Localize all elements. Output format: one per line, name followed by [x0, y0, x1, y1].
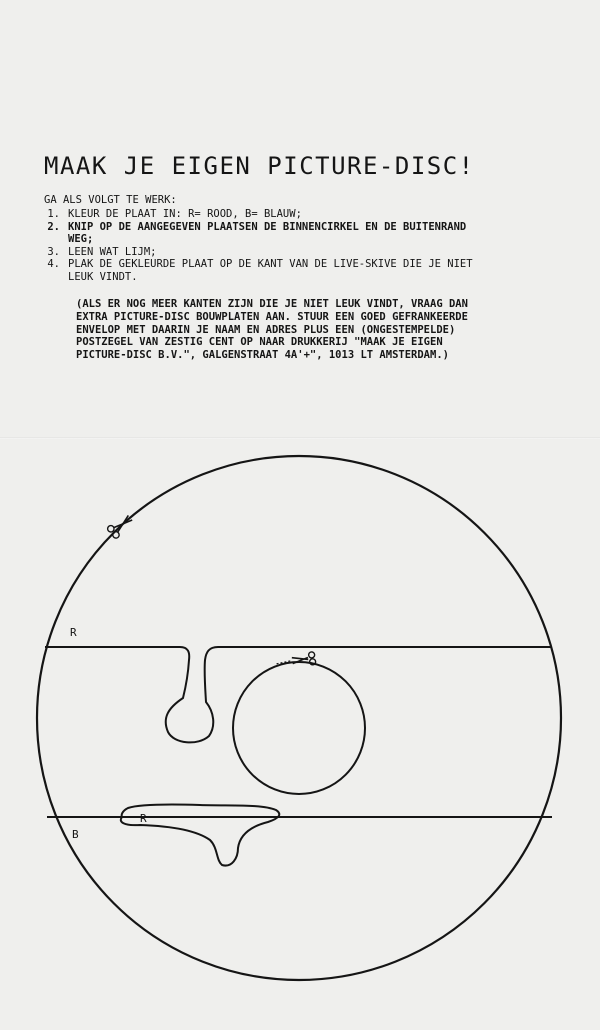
scissors-inner-icon: [276, 652, 316, 670]
page-title: MAAK JE EIGEN PICTURE-DISC!: [44, 152, 475, 180]
page-fold: [0, 437, 600, 439]
step-text: KLEUR DE PLAAT IN: R= ROOD, B= BLAUW;: [68, 208, 302, 220]
step-text: WEG;: [68, 233, 94, 246]
step-text: LEEN WAT LIJM;: [68, 245, 157, 258]
step-number: 1.: [47, 208, 60, 220]
color-label-red: R: [70, 626, 77, 639]
inner-circle: [233, 662, 365, 794]
note-line: EXTRA PICTURE-DISC BOUWPLATEN AAN. STUUR EEN GOED GEFRANKEERDE: [76, 310, 468, 323]
note-line: POSTZEGEL VAN ZESTIG CENT OP NAAR DRUKKERIJ "MAAK JE EIGEN: [76, 336, 443, 349]
step-text: LEUK VINDT.: [68, 270, 138, 283]
color-label-red-drip: R: [140, 812, 147, 825]
list-item: [44, 246, 574, 259]
step-text: PLAK DE GEKLEURDE PLAAT OP DE KANT VAN DE LIVE-SKIVE DIE JE NIET: [68, 258, 473, 271]
note-line: (ALS ER NOG MEER KANTEN ZIJN DIE JE NIET LEUK VINDT, VRAAG DAN: [76, 298, 468, 310]
note-line: ENVELOP MET DAARIN JE NAAM EN ADRES PLUS EEN (ONGESTEMPELDE): [76, 323, 456, 336]
note-line: PICTURE-DISC B.V.", GALGENSTRAAT 4A'+", 1013 LT AMSTERDAM.): [76, 349, 449, 362]
picture-disc-template: [0, 440, 600, 1030]
step-number: 4.: [47, 258, 60, 271]
step-number: 2.: [47, 220, 60, 233]
instruction-list: [44, 208, 574, 284]
list-item: [44, 258, 574, 283]
outer-circle: [37, 456, 561, 980]
step-text: KNIP OP DE AANGEGEVEN PLAATSEN DE BINNENCIRKEL EN DE BUITENRAND: [68, 220, 467, 233]
list-item: [44, 221, 574, 246]
step-number: 3.: [47, 245, 60, 258]
note-paragraph: [76, 298, 576, 362]
list-item: [44, 208, 574, 221]
intro-text: GA ALS VOLGT TE WERK:: [44, 194, 177, 206]
color-label-blue: B: [72, 828, 79, 841]
bottom-band-line: [47, 804, 552, 865]
